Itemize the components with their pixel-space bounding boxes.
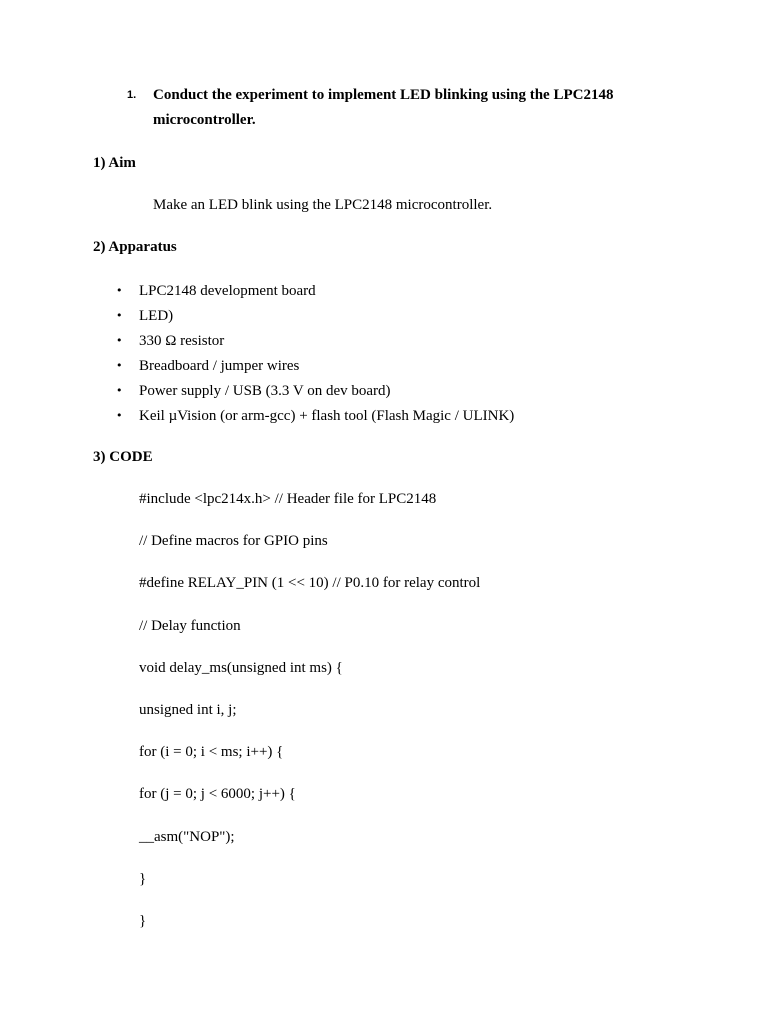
aim-text: Make an LED blink using the LPC2148 microcontroller. [153,197,493,213]
code-line: // Delay function [139,618,241,634]
apparatus-item-text: Power supply / USB (3.3 V on dev board) [139,383,391,399]
bullet-icon: • [116,384,123,397]
apparatus-item-text: LPC2148 development board [139,283,316,299]
bullet-icon: • [116,309,123,322]
question-text-line2: microcontroller. [153,112,256,128]
code-line: } [139,913,147,929]
apparatus-item [116,282,316,300]
code-line: for (i = 0; i < ms; i++) { [139,744,284,760]
code-line: __asm("NOP"); [139,829,235,845]
apparatus-item-text: LED) [139,308,174,324]
code-line: unsigned int i, j; [139,702,237,718]
bullet-icon: • [116,359,123,372]
apparatus-item [116,332,224,350]
bullet-icon: • [116,409,123,422]
code-line: #define RELAY_PIN (1 << 10) // P0.10 for relay control [139,575,481,591]
apparatus-item-text: 330 Ω resistor [139,333,225,349]
code-line: } [139,871,147,887]
code-heading: 3) CODE [93,449,153,465]
aim-heading: 1) Aim [93,155,136,171]
apparatus-item [116,307,173,325]
apparatus-item [116,407,514,425]
code-line: for (j = 0; j < 6000; j++) { [139,786,296,802]
question-text-line1: Conduct the experiment to implement LED blinking using the LPC2148 [153,87,614,103]
bullet-icon: • [116,334,123,347]
apparatus-item [116,382,391,400]
apparatus-item-text: Keil µVision (or arm-gcc) + flash tool (Flash Magic / ULINK) [139,408,515,424]
apparatus-heading: 2) Apparatus [93,239,177,255]
code-line: #include <lpc214x.h> // Header file for LPC2148 [139,491,437,507]
code-line: // Define macros for GPIO pins [139,533,328,549]
code-line: void delay_ms(unsigned int ms) { [139,660,343,676]
apparatus-item [116,357,299,375]
apparatus-item-text: Breadboard / jumper wires [139,358,300,374]
bullet-icon: • [116,284,123,297]
question-number: 1. [127,89,137,101]
